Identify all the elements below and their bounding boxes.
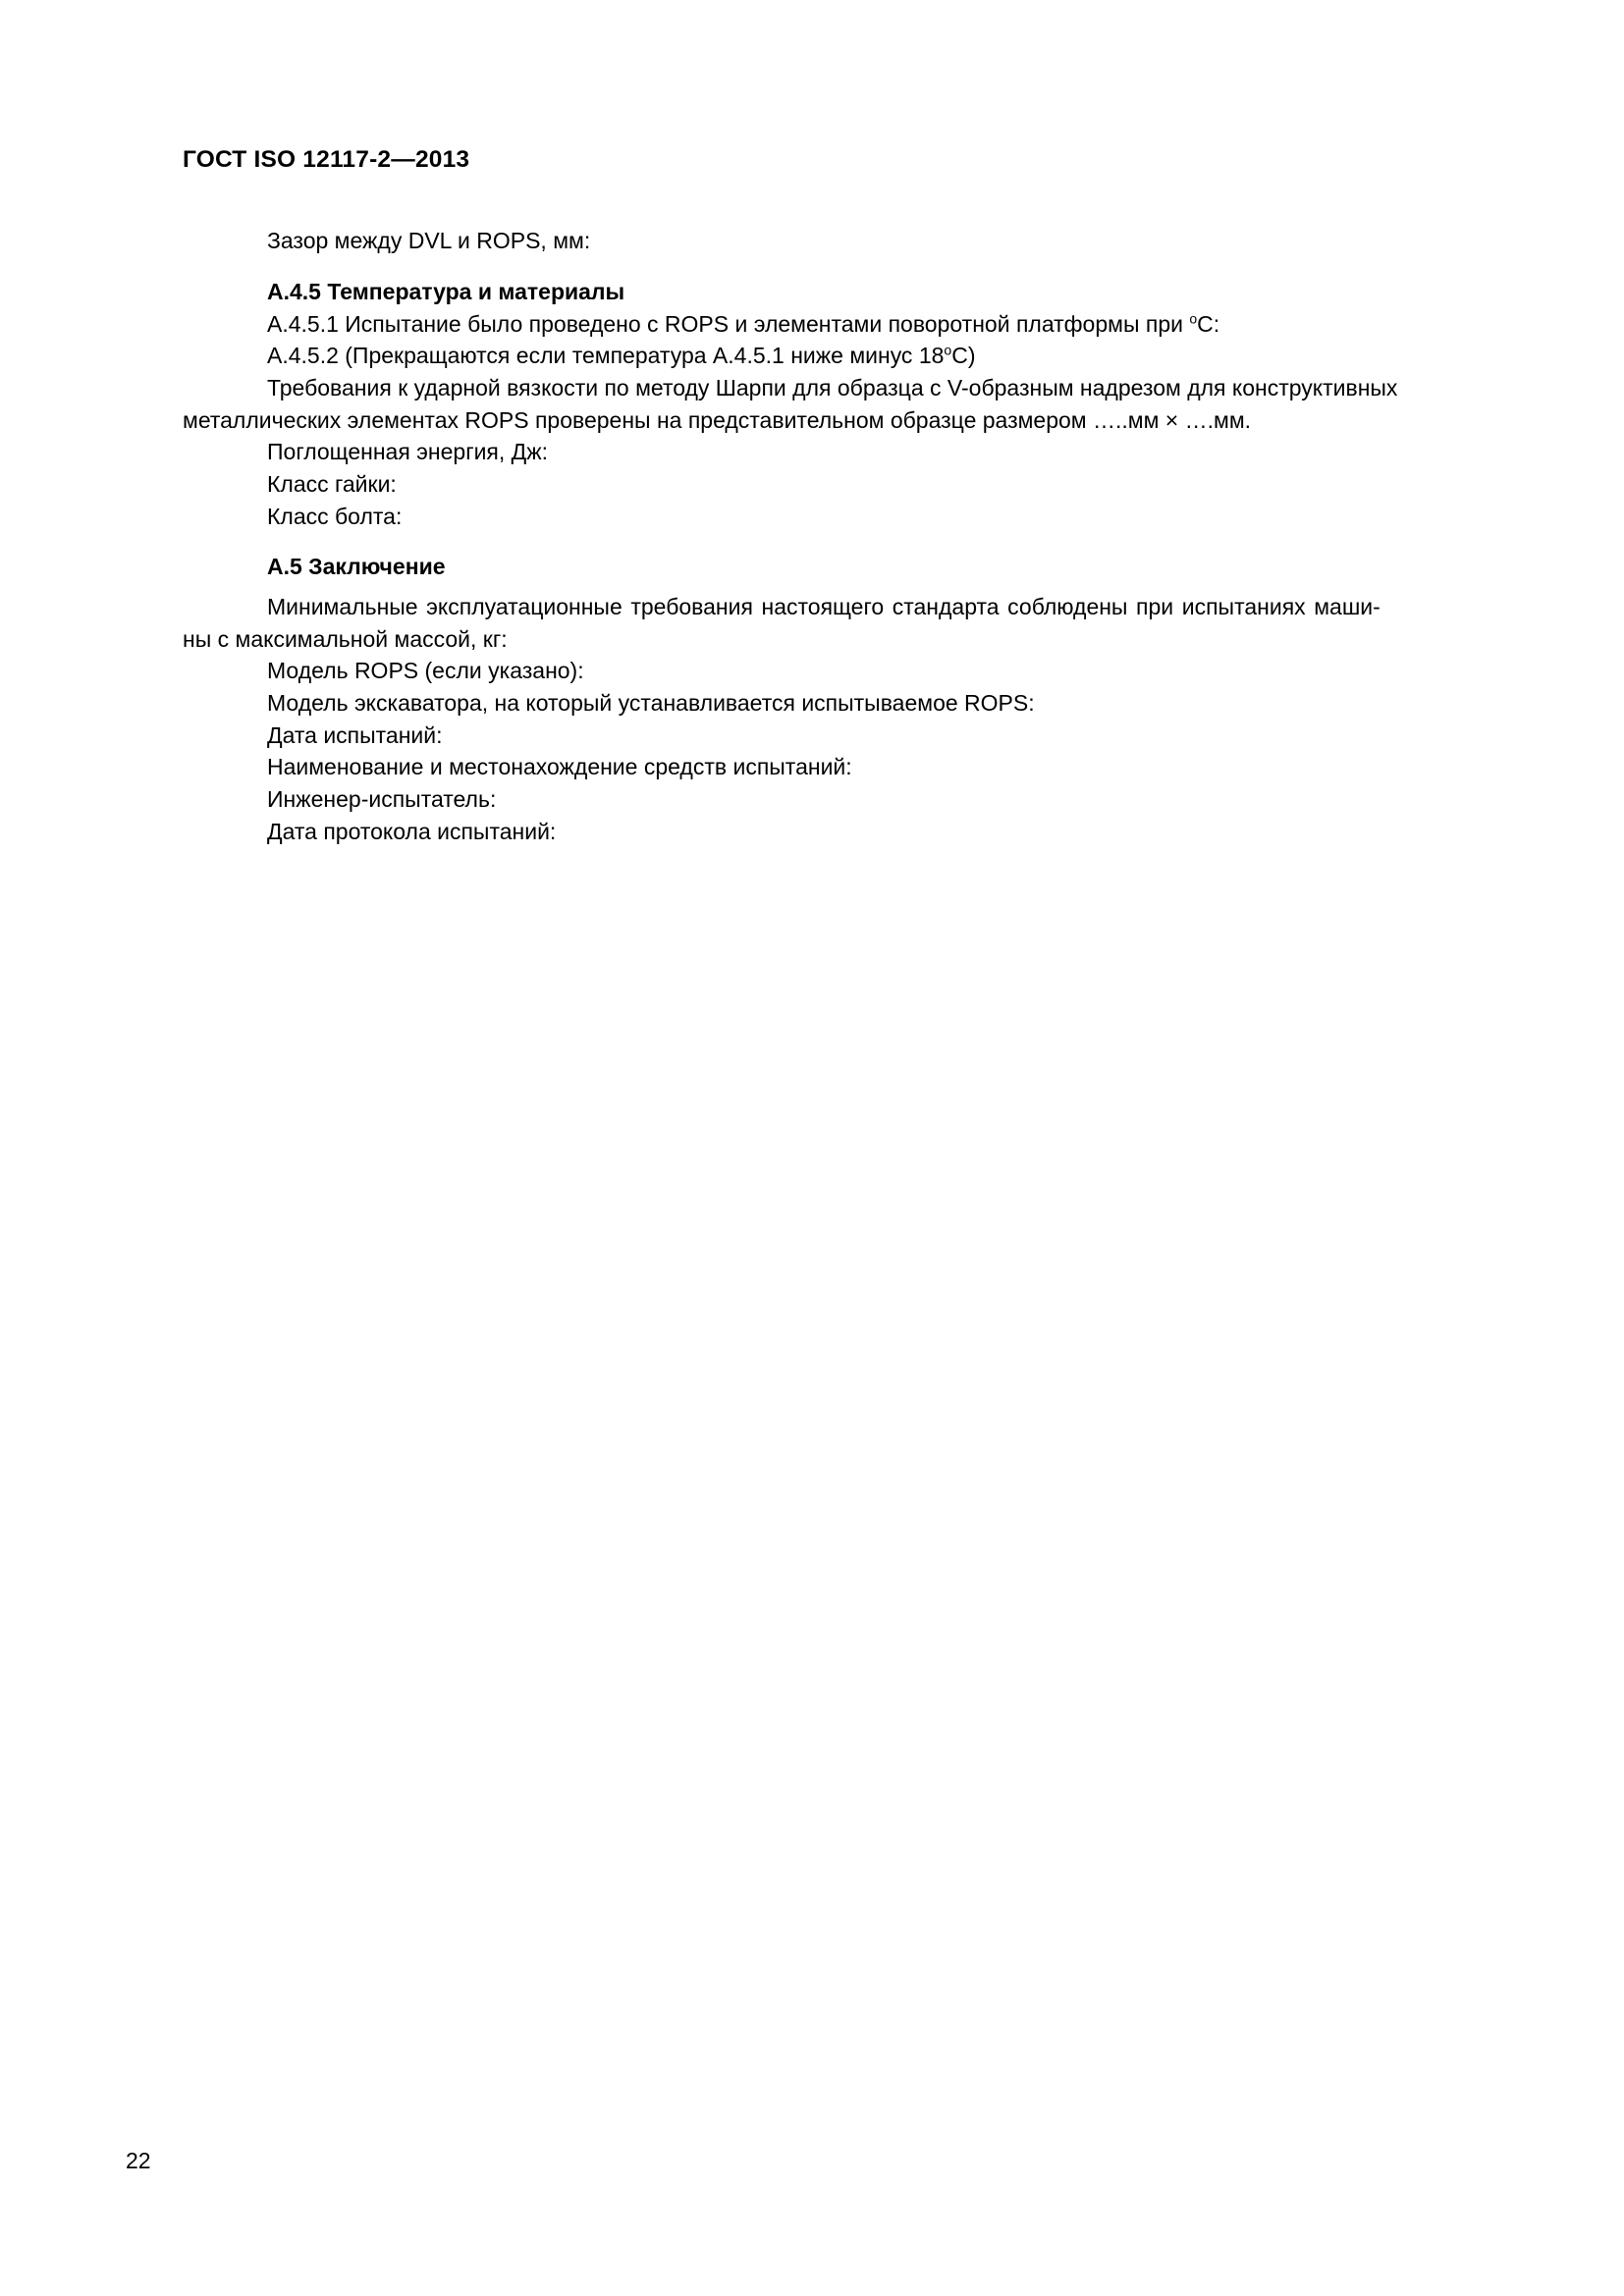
- test-facility-line: Наименование и местонахождение средств испытаний:: [267, 754, 852, 780]
- conclusion-line-1: Минимальные эксплуатационные требования настоящего стандарта соблюдены при испытаниях маши-: [267, 593, 1380, 619]
- spacer: [183, 257, 1449, 276]
- clause-a452: [267, 340, 1449, 372]
- clause-a451-text: A.4.5.1 Испытание было проведено с ROPS и элементами поворотной платформы при: [267, 310, 1190, 337]
- degree-symbol-icon: о: [944, 342, 952, 358]
- heading-a5: A.5 Заключение: [267, 554, 446, 580]
- report-date-line: Дата протокола испытаний:: [267, 818, 557, 844]
- page-content: [183, 145, 1449, 847]
- page-number: 22: [126, 2148, 151, 2173]
- test-engineer-line: Инженер-испытатель:: [267, 785, 497, 812]
- nut-class-line: Класс гайки:: [267, 470, 397, 497]
- clearance-line: Зазор между DVL и ROPS, мм:: [267, 228, 591, 254]
- body-text: [183, 225, 1449, 847]
- document-header: ГОСТ ISO 12117-2—2013: [183, 146, 470, 173]
- bolt-class-line: Класс болта:: [267, 503, 403, 529]
- rops-model-line: Модель ROPS (если указано):: [267, 658, 584, 684]
- charpy-line-1: Требования к ударной вязкости по методу Шарпи для образца с V-образным надрезом для конструктивных: [267, 375, 1398, 401]
- excavator-model-line: Модель экскаватора, на который устанавливается испытываемое ROPS:: [267, 689, 1035, 716]
- degree-symbol-icon: о: [1189, 310, 1198, 327]
- conclusion-line-2: ны с максимальной массой, кг:: [183, 625, 508, 652]
- heading-a45: A.4.5 Температура и материалы: [267, 279, 625, 305]
- spacer: [183, 532, 1449, 551]
- clause-a452-text: A.4.5.2 (Прекращаются если температура A.4.5.1 ниже минус 18: [267, 343, 945, 369]
- clause-a451: [267, 308, 1449, 341]
- charpy-line-2: металлических элементах ROPS проверены на представительном образце размером …..мм × ….мм.: [183, 406, 1252, 433]
- test-date-line: Дата испытаний:: [267, 721, 443, 748]
- clause-a451-suffix: С:: [1197, 310, 1220, 337]
- absorbed-energy-line: Поглощенная энергия, Дж:: [267, 439, 549, 465]
- clause-a452-suffix: С): [951, 343, 976, 369]
- spacer: [183, 583, 1449, 591]
